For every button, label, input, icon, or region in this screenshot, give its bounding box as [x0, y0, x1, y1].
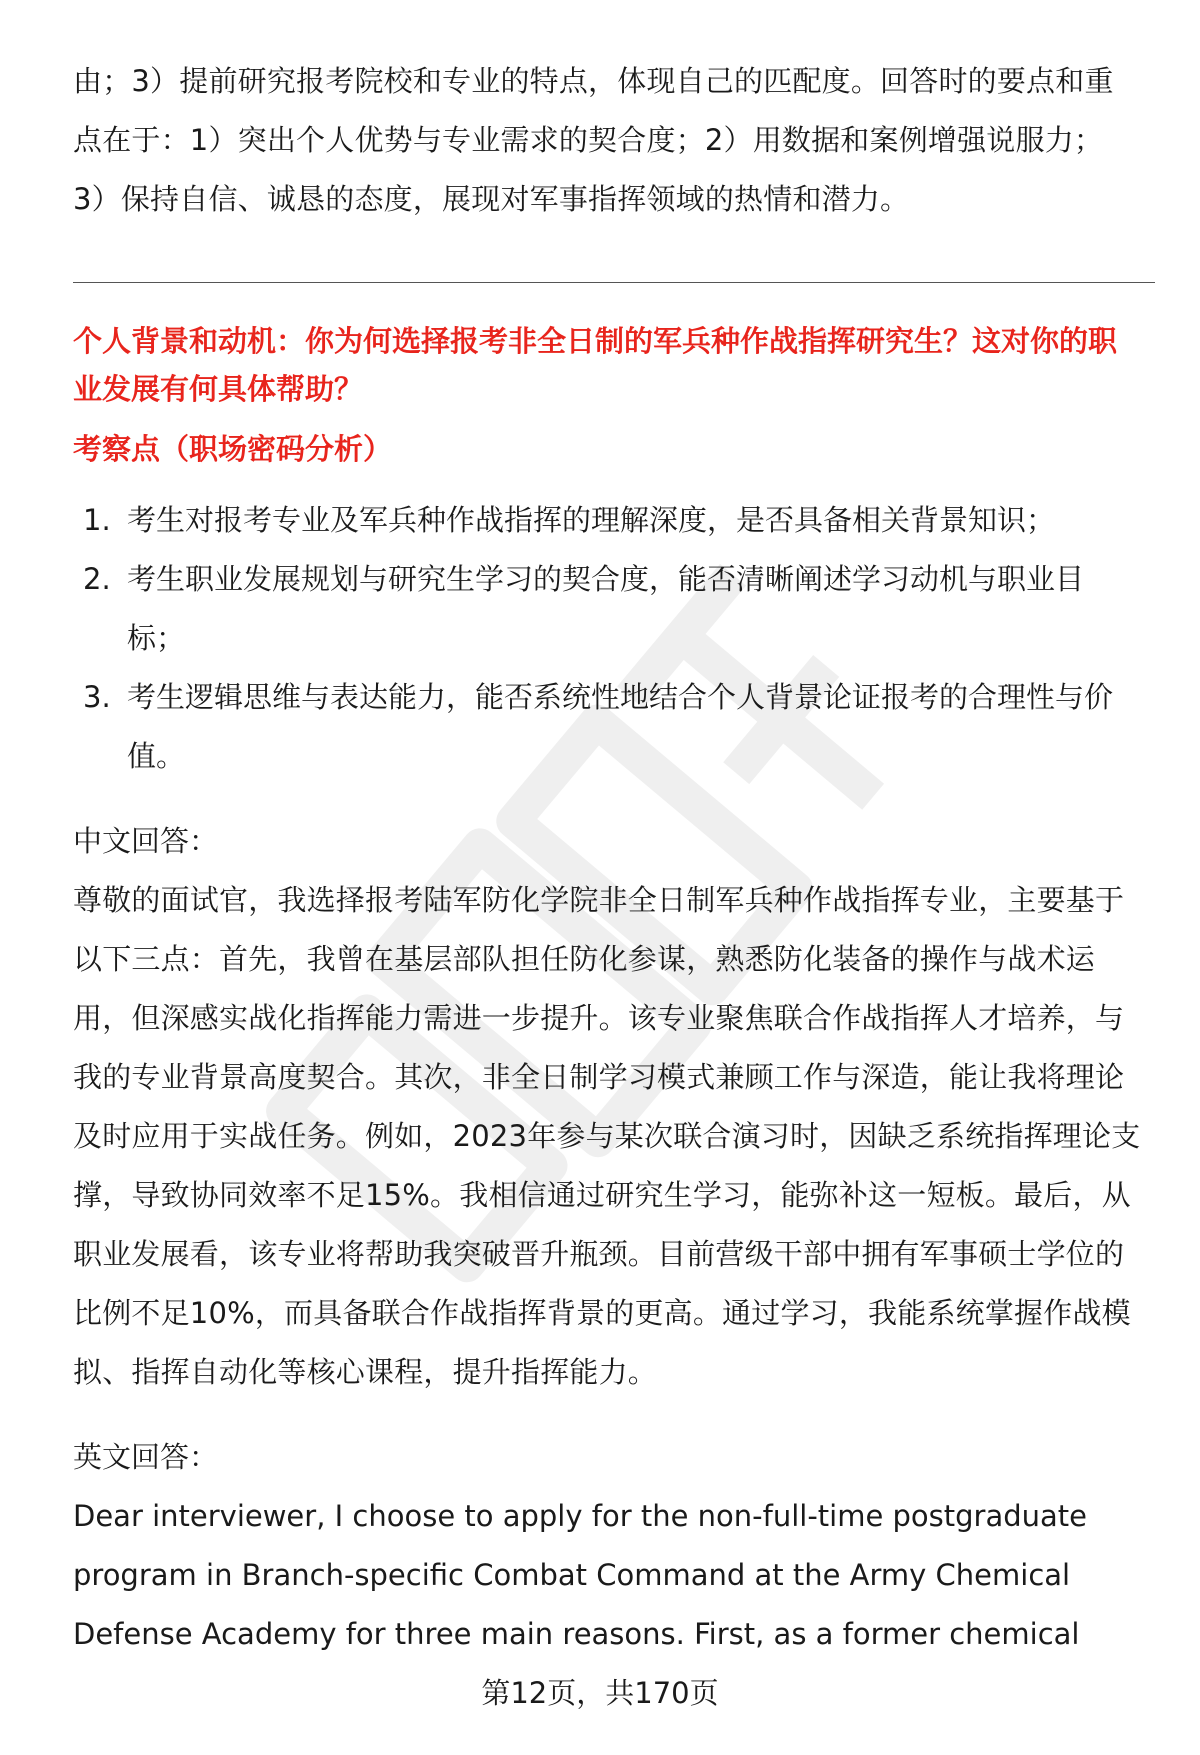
list-number: 3.: [83, 680, 111, 714]
answer-line: 我的专业背景高度契合。其次，非全日制学习模式兼顾工作与深造，能让我将理论: [73, 1060, 1125, 1094]
list-number: 1.: [83, 503, 111, 537]
list-item-text: 标；: [127, 621, 186, 655]
list-item-text: 值。: [127, 739, 186, 773]
assessment-list: [73, 491, 1155, 786]
page-content: [73, 52, 1155, 1664]
answer-line: 用，但深感实战化指挥能力需进一步提升。该专业聚焦联合作战指挥人才培养，与: [73, 1001, 1125, 1035]
list-item: [73, 550, 1155, 668]
answer-line: 及时应用于实战任务。例如，2023年参与某次联合演习时，因缺乏系统指挥理论支: [73, 1119, 1141, 1153]
list-item: [73, 668, 1155, 786]
answer-line: 拟、指挥自动化等核心课程，提升指挥能力。: [73, 1355, 658, 1389]
intro-paragraph: [73, 52, 1155, 229]
list-item-text: 考生对报考专业及军兵种作战指挥的理解深度，是否具备相关背景知识；: [127, 503, 1056, 537]
question-heading: [73, 317, 1155, 413]
answer-line: Dear interviewer, I choose to apply for the non-full-time postgraduate: [73, 1499, 1088, 1533]
answer-line: 尊敬的面试官，我选择报考陆军防化学院非全日制军兵种作战指挥专业，主要基于: [73, 883, 1125, 917]
answer-line: 撑，导致协同效率不足15%。我相信通过研究生学习，能弥补这一短板。最后，从: [73, 1178, 1131, 1212]
page-number-footer: 第12页，共170页: [481, 1676, 719, 1710]
list-item: [73, 491, 1155, 550]
chinese-answer-label: 中文回答：: [73, 824, 219, 858]
list-item-text: 考生职业发展规划与研究生学习的契合度，能否清晰阐述学习动机与职业目: [127, 562, 1085, 596]
list-number: 2.: [83, 562, 111, 596]
question-line: 个人背景和动机：你为何选择报考非全日制的军兵种作战指挥研究生？这对你的职: [73, 324, 1118, 358]
intro-line: 点在于：1）突出个人优势与专业需求的契合度；2）用数据和案例增强说服力；: [73, 123, 1104, 157]
english-answer-label: 英文回答：: [73, 1440, 219, 1474]
answer-line: 以下三点：首先，我曾在基层部队担任防化参谋，熟悉防化装备的操作与战术运: [73, 942, 1096, 976]
question-line: 业发展有何具体帮助？: [73, 372, 364, 406]
answer-line: 职业发展看，该专业将帮助我突破晋升瓶颈。目前营级干部中拥有军事硕士学位的: [73, 1237, 1125, 1271]
english-answer-body: [73, 1487, 1155, 1664]
chinese-answer-body: [73, 871, 1155, 1402]
intro-line: 由；3）提前研究报考院校和专业的特点，体现自己的匹配度。回答时的要点和重: [73, 64, 1114, 98]
intro-line: 3）保持自信、诚恳的态度，展现对军事指挥领域的热情和潜力。: [73, 182, 910, 216]
answer-line: program in Branch-specific Combat Command at the Army Chemical: [73, 1558, 1071, 1592]
answer-line: Defense Academy for three main reasons. First, as a former chemical: [73, 1617, 1080, 1651]
list-item-text: 考生逻辑思维与表达能力，能否系统性地结合个人背景论证报考的合理性与价: [127, 680, 1114, 714]
answer-line: 比例不足10%，而具备联合作战指挥背景的更高。通过学习，我能系统掌握作战模: [73, 1296, 1131, 1330]
section-divider: [73, 282, 1155, 283]
assessment-title: 考察点（职场密码分析）: [73, 432, 393, 466]
